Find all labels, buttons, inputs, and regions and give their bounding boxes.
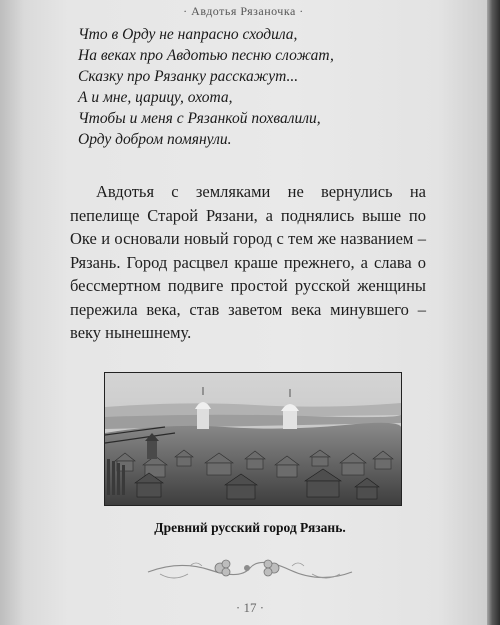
poem-line: На веках про Авдотью песню сложат, [78,47,334,64]
poem-line: Сказку про Рязанку расскажут... [78,68,299,85]
poem-stanza [78,24,334,150]
poem-line: А и мне, царицу, охота, [78,89,233,106]
poem-line: Чтобы и меня с Рязанкой похвалили, [78,110,321,127]
paragraph-text: Авдотья с земляками не вернулись на пепелище Старой Рязани, а поднялись выше по Оке и основали новый город с тем же названием – Рязань. Город расцвел краше прежнего, а слава о бессмертном подвиге простой русской женщины пережила века, став заветом века минувшего – веку нынешнему. [70,182,426,342]
poem-line: Что в Орду не напрасно сходила, [78,26,298,43]
poem-line: Орду добром помянули. [78,131,232,148]
town-engraving-image [105,373,401,505]
floral-ornament-icon [140,552,360,586]
illustration-old-ryazan [104,372,402,506]
page-number: · 17 · [235,600,265,615]
running-header: · Авдотья Рязаночка · [183,4,304,18]
figure-caption: Древний русский город Рязань. [154,520,346,535]
body-paragraph [70,180,426,345]
book-page-edge [487,0,500,625]
